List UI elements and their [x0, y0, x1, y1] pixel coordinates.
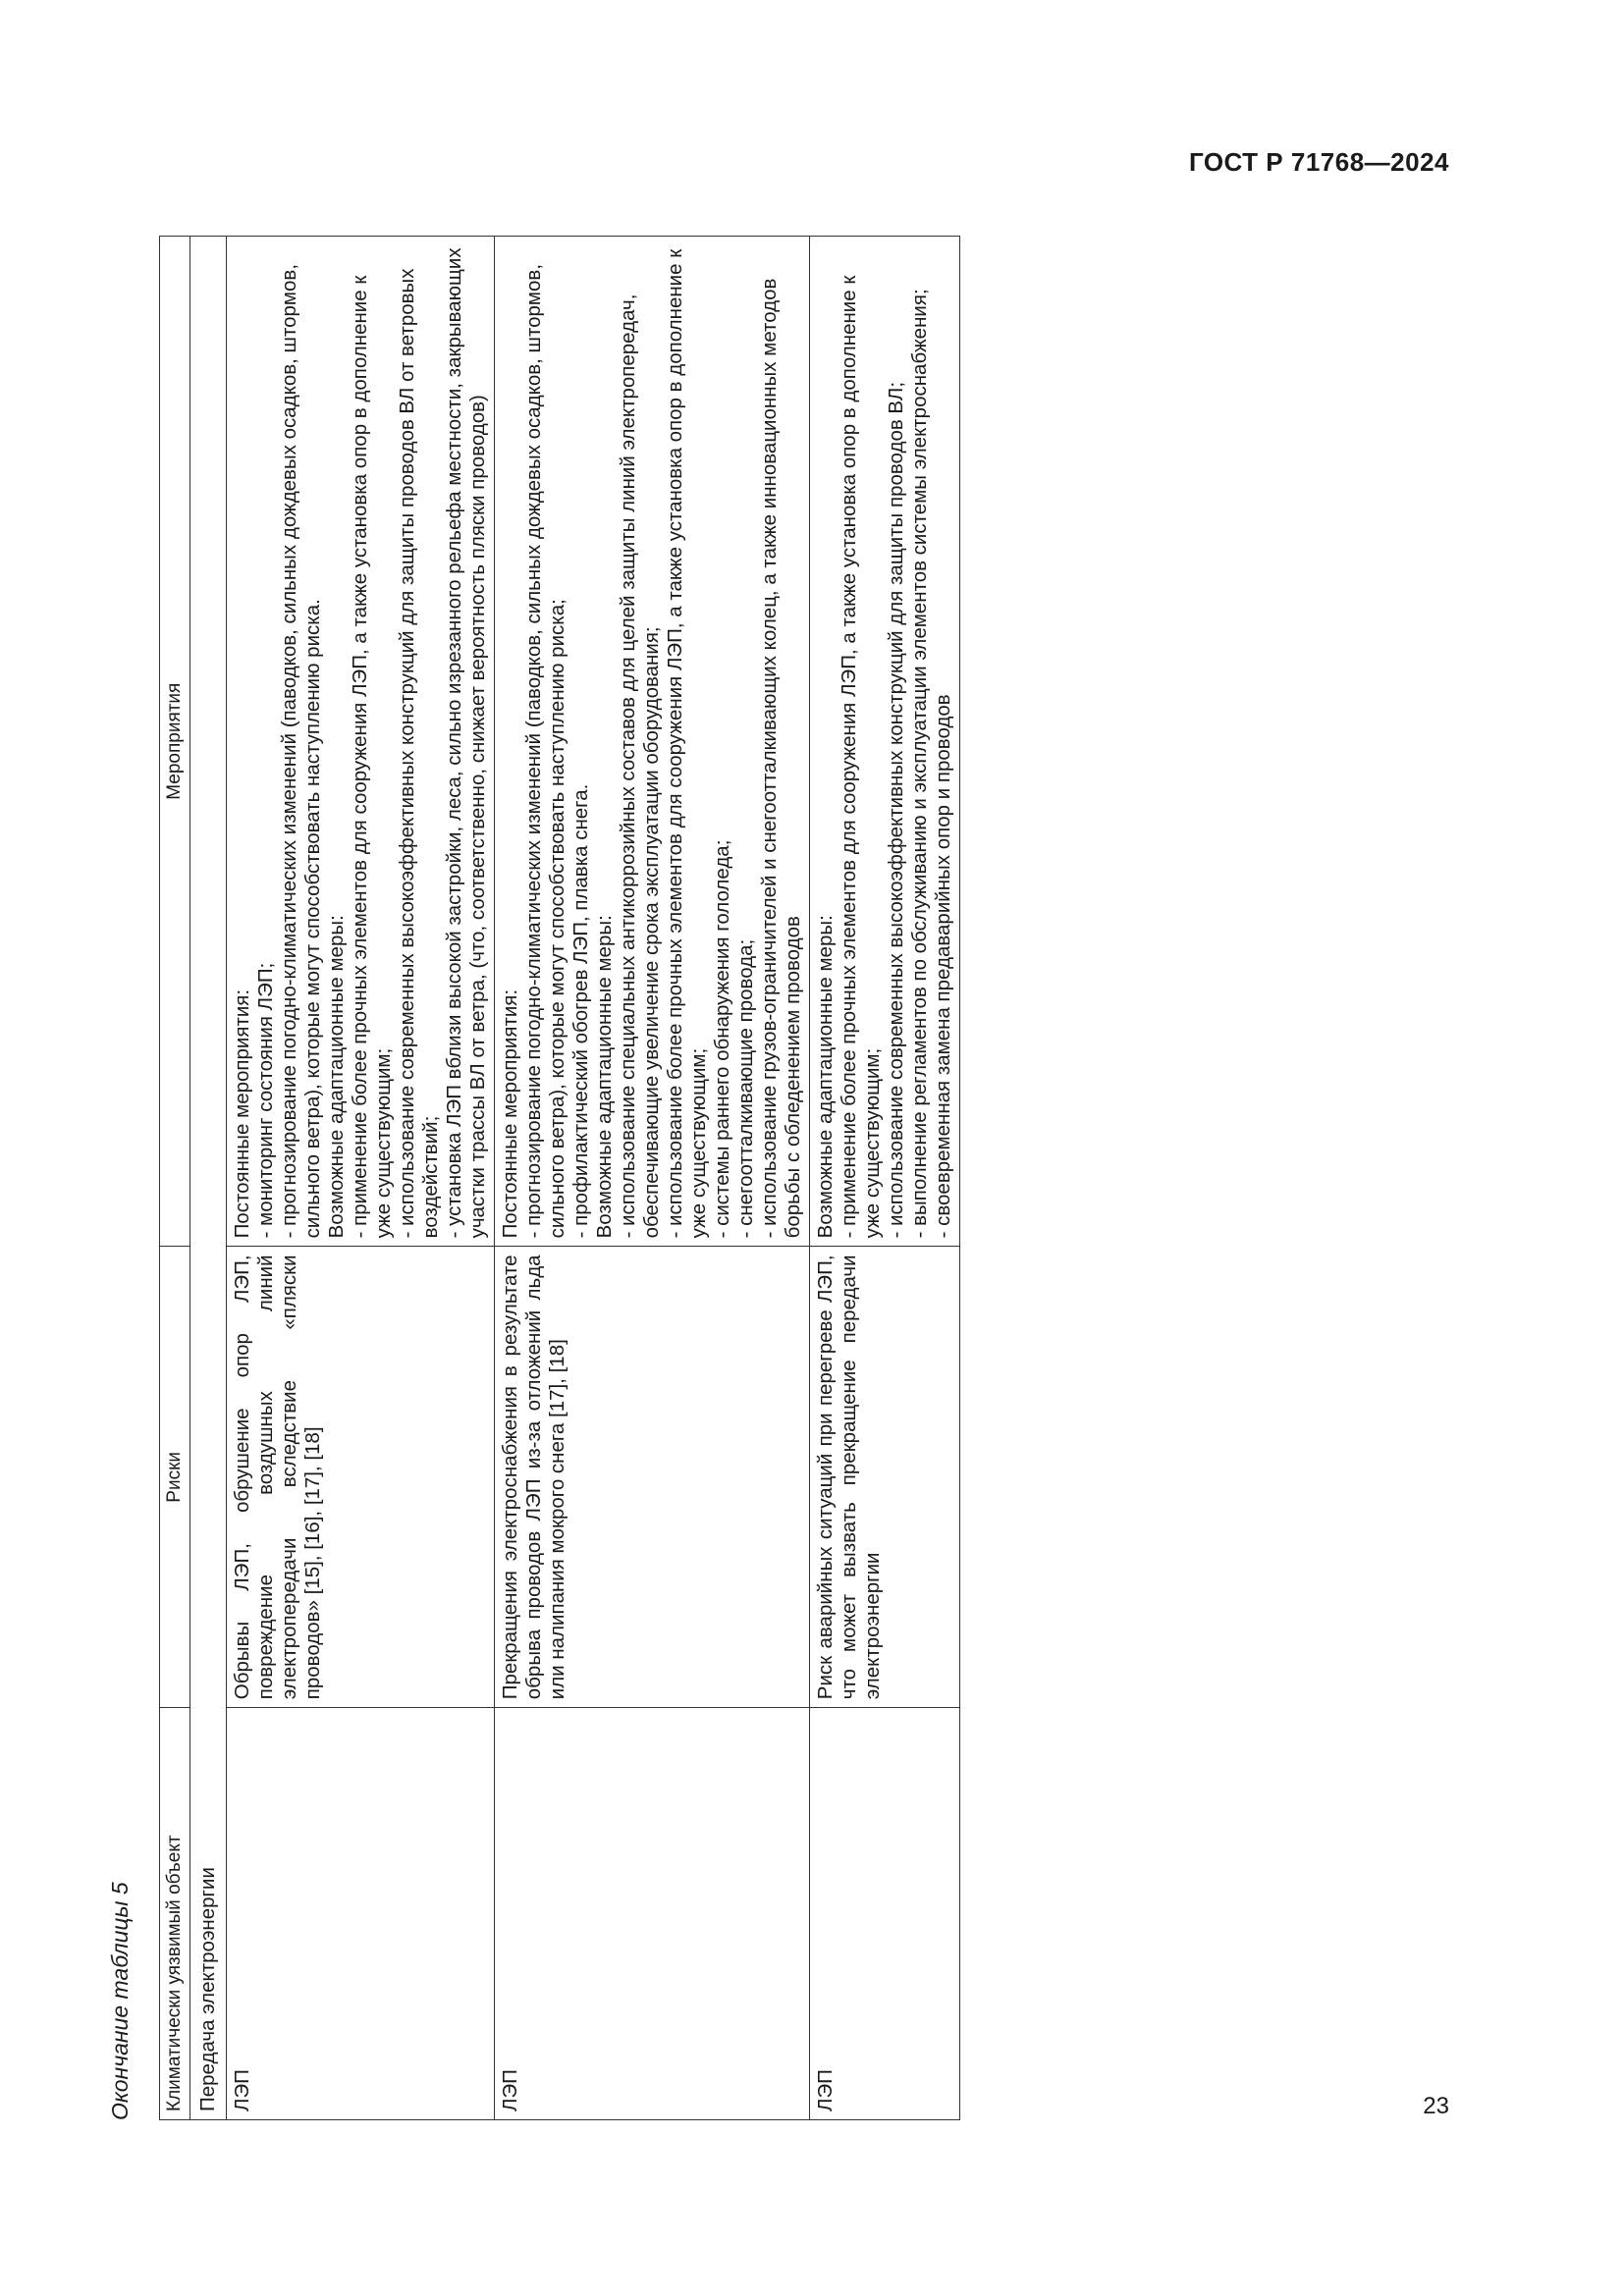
section-row — [190, 237, 227, 2120]
measure-item: - прогнозирование погодно-климатических изменений (паводков, сильных дождевых осадков, штормов, сильного ветра), которые могут способствовать наступлению риска. — [278, 263, 324, 1239]
page-number: 23 — [1423, 2093, 1449, 2119]
rotated-table-area — [106, 167, 1397, 2120]
measure-item: - своевременная замена предаварийных опор и проводов — [932, 694, 954, 1239]
measure-item: - профилактический обогрев ЛЭП, плавка снега. — [569, 783, 592, 1239]
measure-item: - прогнозирование погодно-климатических изменений (паводков, сильных дождевых осадков, штормов, сильного ветра), которые могут способствовать наступлению риска; — [522, 263, 568, 1239]
measures-cell — [810, 237, 960, 1247]
measure-item: - установка ЛЭП вблизи высокой застройки, леса, сильно изрезанного рельефа местности, закрывающих участки трассы ВЛ от ветра, (что, соответственно, снижает вероятность пляски проводов) — [443, 247, 489, 1239]
measure-item: - использование современных высокоэффективных конструкций для защиты проводов ВЛ от ветровых воздействий; — [396, 268, 442, 1239]
document-code: ГОСТ Р 71768—2024 — [1188, 147, 1449, 177]
object-cell: ЛЭП — [810, 1708, 960, 2120]
measure-item: - системы раннего обнаружения гололеда; — [711, 839, 733, 1239]
table-row — [495, 237, 810, 2120]
measure-item: - выполнение регламентов по обслуживанию и эксплуатации элементов системы электроснабжения; — [908, 289, 931, 1239]
measure-item: - использование грузов-ограничителей и снегоотталкивающих колец, а также инновационных методов борьбы с обледенением проводов — [758, 278, 804, 1239]
measure-item: - использование специальных антикоррозийных составов для целей защиты линий электропередач, обеспечивающие увеличение срока эксплуатации оборудования; — [617, 294, 663, 1239]
measure-item: Возможные адаптационные меры: — [593, 915, 616, 1239]
risk-cell: Прекращения электроснабжения в результате обрыва проводов ЛЭП из-за отложений льда или налипания мокрого снега [17], [18] — [495, 1247, 810, 1708]
table-row — [227, 237, 495, 2120]
table-caption: Окончание таблицы 5 — [107, 1882, 133, 2120]
measure-item: - использование современных высокоэффективных конструкций для защиты проводов ВЛ; — [885, 381, 907, 1239]
object-cell: ЛЭП — [227, 1708, 495, 2120]
column-header-measures: Мероприятия — [160, 237, 190, 1247]
measures-cell — [227, 237, 495, 1247]
measure-item: Возможные адаптационные меры: — [814, 915, 837, 1239]
measure-item: Постоянные мероприятия: — [499, 988, 521, 1239]
measures-table — [159, 236, 960, 2120]
measure-item: Возможные адаптационные меры: — [325, 915, 348, 1239]
measure-item: Постоянные мероприятия: — [231, 988, 253, 1239]
risk-cell: Обрывы ЛЭП, обрушение опор ЛЭП, повреждение воздушных линий электропередачи вследствие «пляски проводов» [15], [16], [17], [18] — [227, 1247, 495, 1708]
table-row — [810, 237, 960, 2120]
risk-cell: Риск аварийных ситуаций при перегреве ЛЭП, что может вызвать прекращение передачи электроэнергии — [810, 1247, 960, 1708]
column-header-risks: Риски — [160, 1247, 190, 1708]
table-header-row — [160, 237, 190, 2120]
measure-item: - использование более прочных элементов для сооружения ЛЭП, а также установка опор в дополнение к уже существующим; — [664, 248, 710, 1239]
measure-item: - применение более прочных элементов для сооружения ЛЭП, а также установка опор в дополнение к уже существующим; — [838, 275, 884, 1239]
measure-item: - снегоотталкивающие провода; — [734, 938, 757, 1239]
section-title: Передача электроэнергии — [190, 237, 227, 2120]
measures-cell — [495, 237, 810, 1247]
object-cell: ЛЭП — [495, 1708, 810, 2120]
column-header-object: Климатически уязвимый объект — [160, 1708, 190, 2120]
measure-item: - мониторинг состояния ЛЭП; — [254, 962, 277, 1239]
measure-item: - применение более прочных элементов для сооружения ЛЭП, а также установка опор в дополнение к уже существующим; — [349, 275, 395, 1239]
